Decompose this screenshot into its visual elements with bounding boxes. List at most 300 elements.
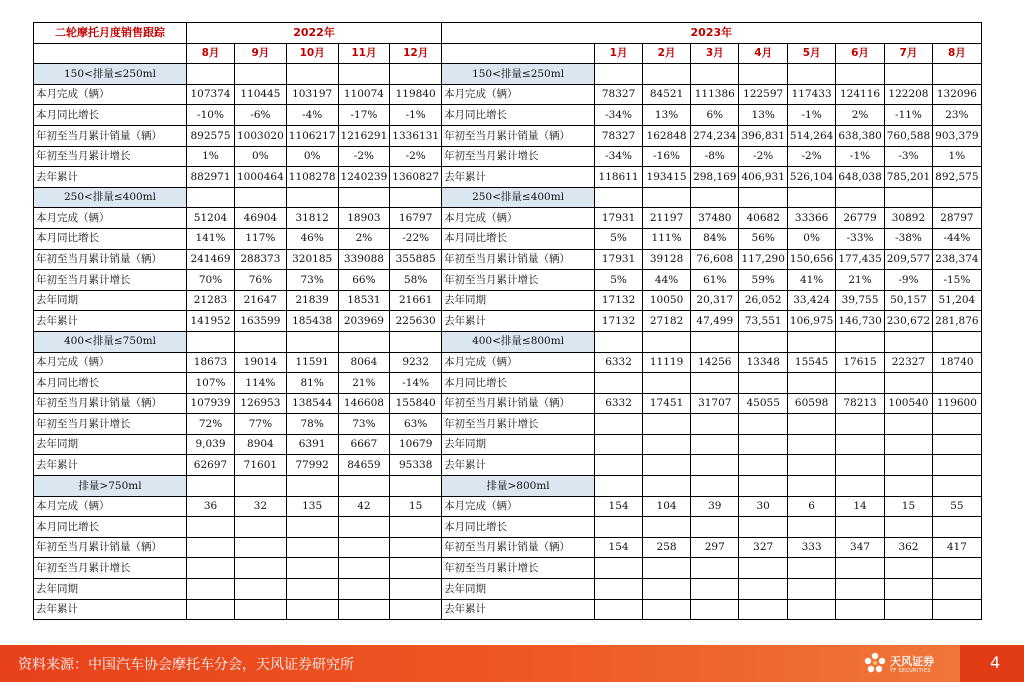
data-cell <box>787 599 835 620</box>
data-cell <box>691 599 739 620</box>
data-cell: 42 <box>338 496 390 517</box>
data-cell: 362 <box>884 537 932 558</box>
data-cell: 406,931 <box>739 167 787 188</box>
blank-cell <box>595 476 643 497</box>
data-cell: 903,379 <box>933 125 981 146</box>
data-cell: 118611 <box>595 167 643 188</box>
data-cell <box>787 558 835 579</box>
data-cell <box>787 455 835 476</box>
row-label: 年初至当月累计增长 <box>34 146 187 167</box>
row-label: 去年累计 <box>34 311 187 332</box>
month-2022-sep: 9月 <box>235 43 287 64</box>
data-cell: 103197 <box>286 84 338 105</box>
data-cell: 0% <box>787 228 835 249</box>
data-cell: 117,290 <box>739 249 787 270</box>
data-cell <box>643 599 691 620</box>
data-cell: -14% <box>390 373 442 394</box>
data-cell <box>933 373 981 394</box>
data-cell: 21197 <box>643 208 691 229</box>
data-cell: 347 <box>836 537 884 558</box>
section-header-row <box>34 187 982 208</box>
data-cell <box>235 517 287 538</box>
row-label: 年初至当月累计增长 <box>442 146 595 167</box>
data-cell <box>739 579 787 600</box>
section-header-row <box>34 331 982 352</box>
data-cell: 15545 <box>787 352 835 373</box>
blank-cell <box>338 331 390 352</box>
data-cell <box>739 517 787 538</box>
table-row <box>34 290 982 311</box>
data-cell: 100540 <box>884 393 932 414</box>
blank-cell <box>34 43 187 64</box>
data-cell <box>739 414 787 435</box>
data-cell: 111% <box>643 228 691 249</box>
data-cell <box>884 599 932 620</box>
row-label: 年初至当月累计销量（辆） <box>34 125 187 146</box>
data-cell <box>739 599 787 620</box>
data-cell: 17132 <box>595 311 643 332</box>
data-cell: 13% <box>739 105 787 126</box>
data-cell <box>884 517 932 538</box>
data-cell <box>390 579 442 600</box>
blank-cell <box>338 64 390 85</box>
data-cell <box>884 414 932 435</box>
data-cell: 760,588 <box>884 125 932 146</box>
data-cell: 6391 <box>286 434 338 455</box>
data-cell <box>338 517 390 538</box>
row-label: 去年累计 <box>442 599 595 620</box>
row-label: 年初至当月累计增长 <box>34 558 187 579</box>
data-cell: 21% <box>836 270 884 291</box>
data-cell: 50,157 <box>884 290 932 311</box>
table-row <box>34 496 982 517</box>
row-label: 去年同期 <box>34 579 187 600</box>
row-label: 本月同比增长 <box>442 105 595 126</box>
data-cell: 59% <box>739 270 787 291</box>
month-2023-jun: 6月 <box>836 43 884 64</box>
data-cell: 19014 <box>235 352 287 373</box>
data-cell: 119600 <box>933 393 981 414</box>
data-cell: 163599 <box>235 311 287 332</box>
data-cell: 6667 <box>338 434 390 455</box>
table-row <box>34 434 982 455</box>
data-cell <box>390 599 442 620</box>
blank-cell <box>390 476 442 497</box>
data-cell: 95338 <box>390 455 442 476</box>
row-label: 本月完成（辆） <box>34 208 187 229</box>
blank-cell <box>933 331 981 352</box>
data-cell <box>595 579 643 600</box>
data-cell <box>836 373 884 394</box>
data-cell: 18740 <box>933 352 981 373</box>
data-cell: 11591 <box>286 352 338 373</box>
row-label: 本月同比增长 <box>34 228 187 249</box>
blank-cell <box>933 64 981 85</box>
data-cell: 61% <box>691 270 739 291</box>
data-cell: -2% <box>787 146 835 167</box>
blank-cell <box>836 64 884 85</box>
month-2023-apr: 4月 <box>739 43 787 64</box>
data-cell: 21283 <box>187 290 235 311</box>
row-label: 年初至当月累计增长 <box>34 414 187 435</box>
table-row <box>34 208 982 229</box>
data-cell: 10679 <box>390 434 442 455</box>
row-label: 年初至当月累计销量（辆） <box>34 393 187 414</box>
data-cell: 209,577 <box>884 249 932 270</box>
data-cell: -2% <box>338 146 390 167</box>
table-row <box>34 311 982 332</box>
blank-cell <box>187 331 235 352</box>
row-label: 本月完成（辆） <box>442 84 595 105</box>
data-cell: 30 <box>739 496 787 517</box>
row-label: 年初至当月累计增长 <box>34 270 187 291</box>
data-cell <box>884 579 932 600</box>
data-cell: 0% <box>286 146 338 167</box>
data-cell: 648,038 <box>836 167 884 188</box>
section-header-left: 150<排量≤250ml <box>34 64 187 85</box>
data-cell: -34% <box>595 146 643 167</box>
year-header-row <box>34 23 982 44</box>
data-cell: 46904 <box>235 208 287 229</box>
data-cell: 122597 <box>739 84 787 105</box>
data-cell: 17615 <box>836 352 884 373</box>
blank-cell <box>691 331 739 352</box>
data-cell: 47,499 <box>691 311 739 332</box>
section-header-right: 250<排量≤400ml <box>442 187 595 208</box>
data-cell <box>691 434 739 455</box>
data-cell: 63% <box>390 414 442 435</box>
section-header-right: 排量>800ml <box>442 476 595 497</box>
blank-cell <box>643 187 691 208</box>
data-cell: 78213 <box>836 393 884 414</box>
data-cell: 39128 <box>643 249 691 270</box>
data-cell: 14 <box>836 496 884 517</box>
data-cell: 104 <box>643 496 691 517</box>
data-cell <box>836 579 884 600</box>
data-cell: 122208 <box>884 84 932 105</box>
blank-cell <box>235 331 287 352</box>
data-cell: 281,876 <box>933 311 981 332</box>
data-cell <box>691 373 739 394</box>
data-cell: 70% <box>187 270 235 291</box>
data-cell: -1% <box>390 105 442 126</box>
data-cell: 21647 <box>235 290 287 311</box>
data-cell: 81% <box>286 373 338 394</box>
data-cell: 8064 <box>338 352 390 373</box>
data-cell <box>643 373 691 394</box>
data-cell: 84% <box>691 228 739 249</box>
table-row <box>34 579 982 600</box>
logo-name: 天风证券 <box>890 655 934 668</box>
data-cell: 154 <box>595 537 643 558</box>
month-2023-mar: 3月 <box>691 43 739 64</box>
data-cell: 62697 <box>187 455 235 476</box>
data-cell: 20,317 <box>691 290 739 311</box>
data-cell: 111386 <box>691 84 739 105</box>
data-cell: 18673 <box>187 352 235 373</box>
data-cell: -4% <box>286 105 338 126</box>
data-cell <box>787 414 835 435</box>
data-cell: 76% <box>235 270 287 291</box>
data-cell: 55 <box>933 496 981 517</box>
data-cell: 110445 <box>235 84 287 105</box>
data-cell <box>338 579 390 600</box>
data-cell <box>595 434 643 455</box>
data-cell: 66% <box>338 270 390 291</box>
year-2023-header: 2023年 <box>442 23 982 44</box>
data-cell <box>691 517 739 538</box>
data-cell <box>836 558 884 579</box>
blank-cell <box>442 43 595 64</box>
row-label: 年初至当月累计增长 <box>442 414 595 435</box>
blank-cell <box>836 476 884 497</box>
blank-cell <box>787 187 835 208</box>
data-cell: 107374 <box>187 84 235 105</box>
data-cell: 126953 <box>235 393 287 414</box>
table-body <box>34 23 982 620</box>
row-label: 去年累计 <box>442 455 595 476</box>
data-cell: 124116 <box>836 84 884 105</box>
blank-cell <box>286 476 338 497</box>
blank-cell <box>286 64 338 85</box>
blank-cell <box>187 187 235 208</box>
data-cell: 13348 <box>739 352 787 373</box>
table-row <box>34 105 982 126</box>
table-row <box>34 352 982 373</box>
month-header-row <box>34 43 982 64</box>
data-cell: 241469 <box>187 249 235 270</box>
data-cell: 17132 <box>595 290 643 311</box>
data-cell <box>235 558 287 579</box>
data-cell: -2% <box>739 146 787 167</box>
blank-cell <box>643 476 691 497</box>
blank-cell <box>235 476 287 497</box>
data-cell: -34% <box>595 105 643 126</box>
data-cell <box>933 558 981 579</box>
data-cell: 33366 <box>787 208 835 229</box>
data-cell: -3% <box>884 146 932 167</box>
data-cell: 11119 <box>643 352 691 373</box>
data-cell: 45055 <box>739 393 787 414</box>
data-cell: 146608 <box>338 393 390 414</box>
month-2023-jul: 7月 <box>884 43 932 64</box>
blank-cell <box>187 64 235 85</box>
row-label: 去年累计 <box>442 167 595 188</box>
row-label: 去年累计 <box>34 167 187 188</box>
month-2022-aug: 8月 <box>187 43 235 64</box>
blank-cell <box>595 187 643 208</box>
data-cell: 73% <box>286 270 338 291</box>
data-cell <box>933 579 981 600</box>
row-label: 本月完成（辆） <box>442 496 595 517</box>
row-label: 去年同期 <box>34 290 187 311</box>
data-cell: -6% <box>235 105 287 126</box>
data-cell: 18903 <box>338 208 390 229</box>
data-cell <box>187 517 235 538</box>
data-cell: 40682 <box>739 208 787 229</box>
blank-cell <box>739 331 787 352</box>
table-row <box>34 414 982 435</box>
data-cell <box>286 558 338 579</box>
blank-cell <box>643 331 691 352</box>
data-cell: 33,424 <box>787 290 835 311</box>
data-cell: 1% <box>933 146 981 167</box>
data-cell: 1% <box>187 146 235 167</box>
data-cell: 0% <box>235 146 287 167</box>
data-cell <box>338 558 390 579</box>
row-label: 本月同比增长 <box>442 373 595 394</box>
data-cell <box>595 558 643 579</box>
data-cell <box>643 558 691 579</box>
data-cell <box>933 599 981 620</box>
section-header-right: 400<排量≤800ml <box>442 331 595 352</box>
blank-cell <box>691 64 739 85</box>
row-label: 年初至当月累计销量（辆） <box>442 537 595 558</box>
data-cell: 177,435 <box>836 249 884 270</box>
data-cell: 110074 <box>338 84 390 105</box>
data-cell <box>787 579 835 600</box>
section-header-left: 400<排量≤750ml <box>34 331 187 352</box>
row-label: 本月同比增长 <box>442 228 595 249</box>
data-cell <box>933 517 981 538</box>
data-cell <box>787 373 835 394</box>
data-cell <box>836 517 884 538</box>
flower-icon <box>862 650 888 678</box>
data-cell: 258 <box>643 537 691 558</box>
row-label: 去年同期 <box>34 434 187 455</box>
blank-cell <box>787 331 835 352</box>
data-cell: 892,575 <box>933 167 981 188</box>
section-header-left: 250<排量≤400ml <box>34 187 187 208</box>
data-cell: -11% <box>884 105 932 126</box>
data-cell <box>643 434 691 455</box>
data-cell: 155840 <box>390 393 442 414</box>
data-cell <box>338 599 390 620</box>
data-cell: 73,551 <box>739 311 787 332</box>
data-cell: -15% <box>933 270 981 291</box>
data-cell <box>739 373 787 394</box>
data-cell: 135 <box>286 496 338 517</box>
data-cell: 1106217 <box>286 125 338 146</box>
data-cell: -10% <box>187 105 235 126</box>
data-cell: -17% <box>338 105 390 126</box>
data-cell <box>286 537 338 558</box>
data-cell: 146,730 <box>836 311 884 332</box>
data-cell: 117% <box>235 228 287 249</box>
data-cell <box>787 434 835 455</box>
month-2022-oct: 10月 <box>286 43 338 64</box>
data-cell <box>235 579 287 600</box>
month-2022-nov: 11月 <box>338 43 390 64</box>
data-cell: 1360827 <box>390 167 442 188</box>
data-cell <box>595 517 643 538</box>
data-cell: 154 <box>595 496 643 517</box>
data-cell <box>390 537 442 558</box>
data-cell <box>933 414 981 435</box>
data-cell: 72% <box>187 414 235 435</box>
data-cell: 51204 <box>187 208 235 229</box>
data-cell: 26,052 <box>739 290 787 311</box>
month-2023-feb: 2月 <box>643 43 691 64</box>
data-cell: 26779 <box>836 208 884 229</box>
row-label: 去年累计 <box>442 311 595 332</box>
data-cell: 1108278 <box>286 167 338 188</box>
blank-cell <box>235 187 287 208</box>
data-cell: 58% <box>390 270 442 291</box>
row-label: 去年同期 <box>442 290 595 311</box>
data-cell <box>884 558 932 579</box>
row-label: 去年同期 <box>442 579 595 600</box>
data-cell: 225630 <box>390 311 442 332</box>
data-cell: -1% <box>787 105 835 126</box>
data-cell: 141952 <box>187 311 235 332</box>
data-cell <box>235 537 287 558</box>
data-cell: 274,234 <box>691 125 739 146</box>
data-cell <box>643 579 691 600</box>
data-cell: 37480 <box>691 208 739 229</box>
data-cell: -2% <box>390 146 442 167</box>
blank-cell <box>595 331 643 352</box>
table-row <box>34 558 982 579</box>
data-cell: 9,039 <box>187 434 235 455</box>
data-cell: 141% <box>187 228 235 249</box>
data-cell: 106,975 <box>787 311 835 332</box>
blank-cell <box>836 187 884 208</box>
row-label: 本月完成（辆） <box>34 352 187 373</box>
table-row <box>34 125 982 146</box>
data-cell <box>884 434 932 455</box>
data-cell: 76,608 <box>691 249 739 270</box>
blank-cell <box>933 476 981 497</box>
data-cell <box>836 599 884 620</box>
data-cell: 13% <box>643 105 691 126</box>
blank-cell <box>884 64 932 85</box>
data-cell: 327 <box>739 537 787 558</box>
data-cell: 8904 <box>235 434 287 455</box>
data-cell: 78327 <box>595 125 643 146</box>
data-cell: 15 <box>884 496 932 517</box>
data-cell <box>643 455 691 476</box>
table-title: 二轮摩托月度销售跟踪 <box>34 23 187 44</box>
data-cell: 6% <box>691 105 739 126</box>
data-cell <box>884 455 932 476</box>
data-cell: 15 <box>390 496 442 517</box>
data-cell: 21839 <box>286 290 338 311</box>
data-cell: 78327 <box>595 84 643 105</box>
data-cell: 892575 <box>187 125 235 146</box>
row-label: 去年同期 <box>442 434 595 455</box>
data-cell: 355885 <box>390 249 442 270</box>
data-cell: 18531 <box>338 290 390 311</box>
data-cell: 1336131 <box>390 125 442 146</box>
data-cell <box>884 373 932 394</box>
data-cell: 297 <box>691 537 739 558</box>
blank-cell <box>884 187 932 208</box>
blank-cell <box>286 187 338 208</box>
data-cell <box>739 455 787 476</box>
data-cell <box>691 579 739 600</box>
data-cell <box>595 599 643 620</box>
data-cell <box>787 517 835 538</box>
row-label: 年初至当月累计销量（辆） <box>442 393 595 414</box>
data-cell <box>390 558 442 579</box>
blank-cell <box>884 331 932 352</box>
data-cell: -16% <box>643 146 691 167</box>
data-cell: 27182 <box>643 311 691 332</box>
row-label: 本月完成（辆） <box>34 496 187 517</box>
data-cell: 1240239 <box>338 167 390 188</box>
row-label: 年初至当月累计增长 <box>442 558 595 579</box>
